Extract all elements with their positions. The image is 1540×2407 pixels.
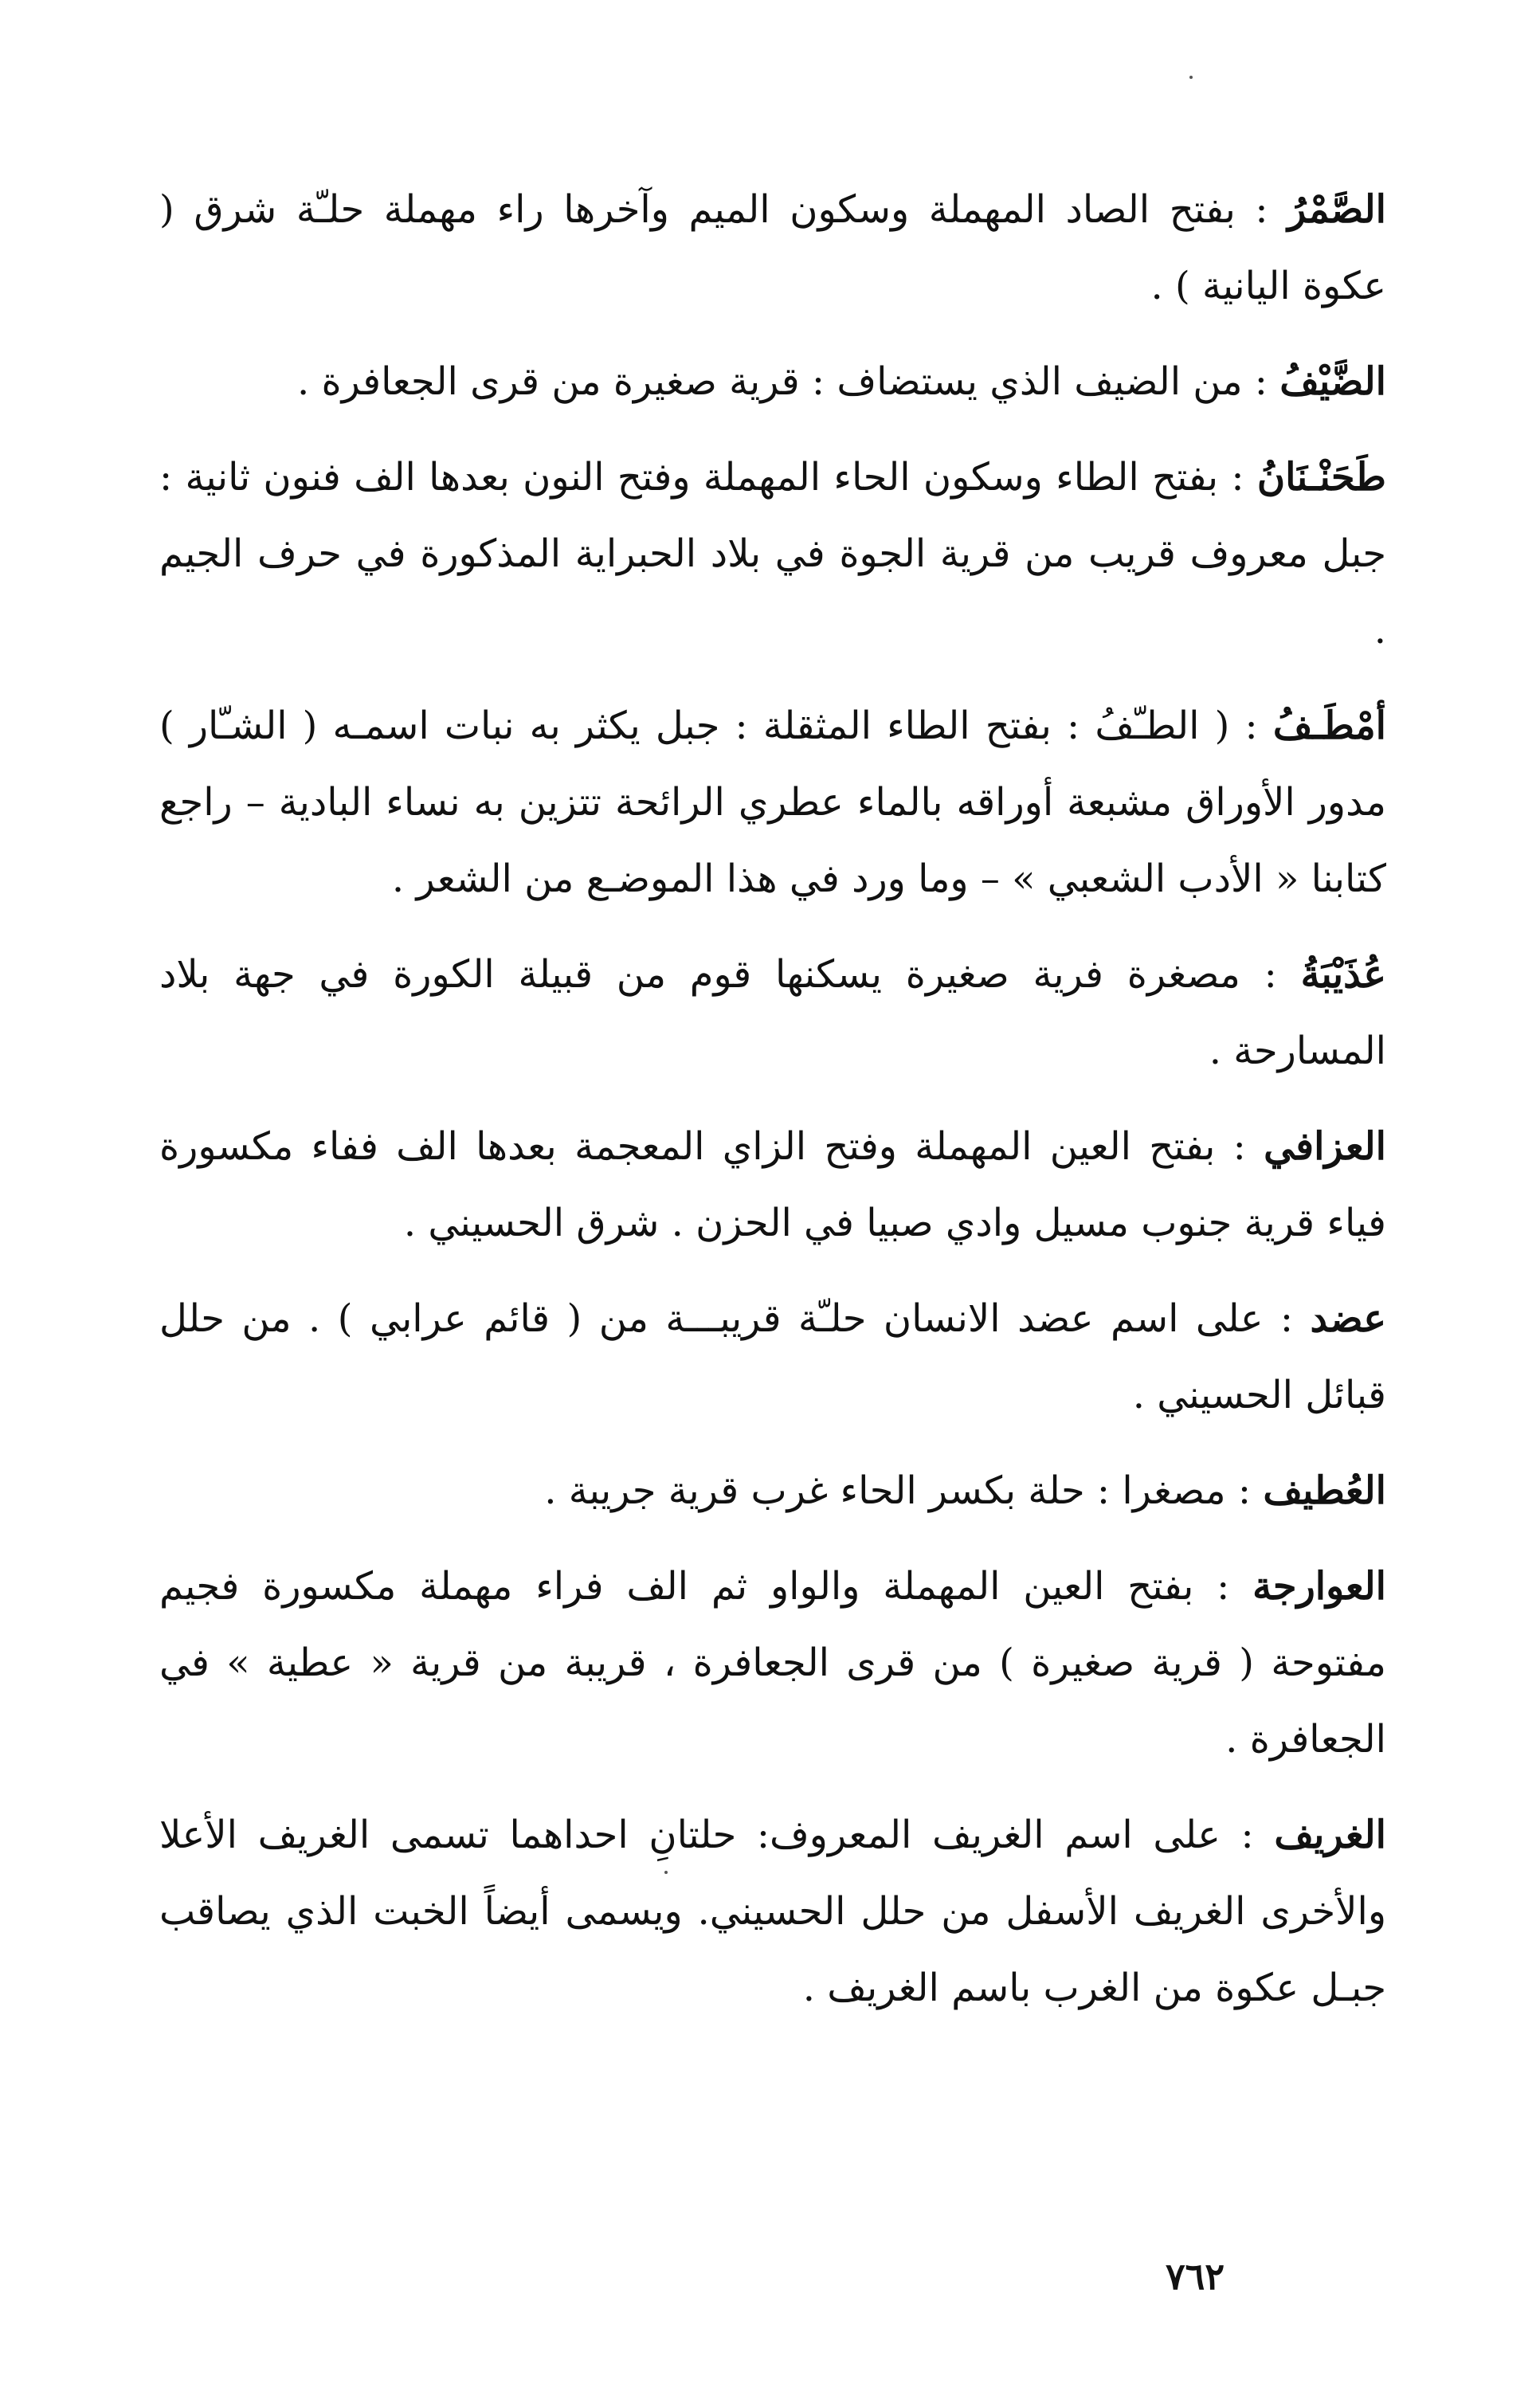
entry-headword: العزافي — [1264, 1124, 1386, 1169]
entry-headword: طَحَنْـنَانُ — [1256, 455, 1386, 500]
entry-amtaf — [159, 688, 1386, 917]
entry-headword: أمْطَـفُ — [1272, 704, 1386, 748]
entry-definition: : بفتح العين المهملة والواو ثم الف فراء مهملة مكسورة فجيم مفتوحة ( قرية صغيرة ) من قرى الجعافرة ، قريبة من قرية « عطية » في الجعافرة . — [159, 1564, 1386, 1762]
entry-headword: الضَّيْفُ — [1279, 359, 1386, 404]
entry-headword: عضد — [1310, 1296, 1386, 1341]
entry-definition: : مصغرة فرية صغيرة يسكنها قوم من قبيلة الكورة في جهة بلاد المسارحة . — [159, 952, 1386, 1073]
entry-headword: العُطيف — [1263, 1468, 1386, 1513]
page-number: ٧٦٢ — [1165, 2255, 1225, 2298]
entry-definition: : ( الطـّفُ : بفتح الطاء المثقلة : جبل يكثر به نبات اسمـه ( الشـّار ) مدور الأوراق مشبعة أوراقه بالماء عطري الرائحة تتزين به نساء البادية – راجع كتابنا « الأدب الشعبي » – وما ورد في هذا الموضـع من الشعر . — [159, 704, 1386, 901]
entry-headword: عُذَيْبَةُ — [1300, 952, 1386, 997]
print-speck — [1189, 76, 1193, 79]
entry-definition: : على اسم الغريف المعروف: حلتانِ احداهما تسمى الغريف الأعلا والأخرى الغريف الأسفل من حلل الحسيني. ويسمى أيضاً الخبت الذي يصاقب جبـل عكوة من الغرب باسم الغريف . — [159, 1813, 1386, 2010]
entry-definition: : بفتح الطاء وسكون الحاء المهملة وفتح النون بعدها الف فنون ثانية : جبل معروف قريب من قرية الجوة في بلاد الحبراية المذكورة في حرف الجيم . — [159, 455, 1386, 653]
entry-tahnanan — [159, 439, 1386, 668]
page-body-text — [159, 171, 1386, 2045]
entry-headword: العوارجة — [1252, 1564, 1386, 1609]
entry-definition: : على اسم عضد الانسان حلـّة قريبـــة من ( قائم عرابي ) . من حلل قبائل الحسيني . — [159, 1296, 1386, 1417]
entry-dayf — [159, 343, 1386, 420]
entry-definition: : من الضيف الذي يستضاف : قرية صغيرة من قرى الجعافرة . — [297, 359, 1280, 404]
entry-adud — [159, 1280, 1386, 1433]
entry-ghurayf — [159, 1797, 1386, 2026]
entry-utayf — [159, 1452, 1386, 1529]
entry-definition: : بفتح الصاد المهملة وسكون الميم وآخرها راء مهملة حلـّة شرق ( عكوة اليانية ) . — [159, 187, 1386, 308]
entry-udhaybah — [159, 936, 1386, 1089]
entry-headword: الغريف — [1274, 1813, 1386, 1857]
entry-definition: : بفتح العين المهملة وفتح الزاي المعجمة بعدها الف ففاء مكسورة فياء قرية جنوب مسيل وادي صبيا في الحزن . شرق الحسيني . — [159, 1124, 1386, 1245]
entry-headword: الصَّمْرُ — [1287, 187, 1386, 232]
entry-samr — [159, 171, 1386, 324]
entry-azzafi — [159, 1108, 1386, 1261]
entry-definition: : مصغرا : حلة بكسر الحاء غرب قرية جريبة . — [544, 1468, 1264, 1513]
entry-awarijah — [159, 1548, 1386, 1778]
